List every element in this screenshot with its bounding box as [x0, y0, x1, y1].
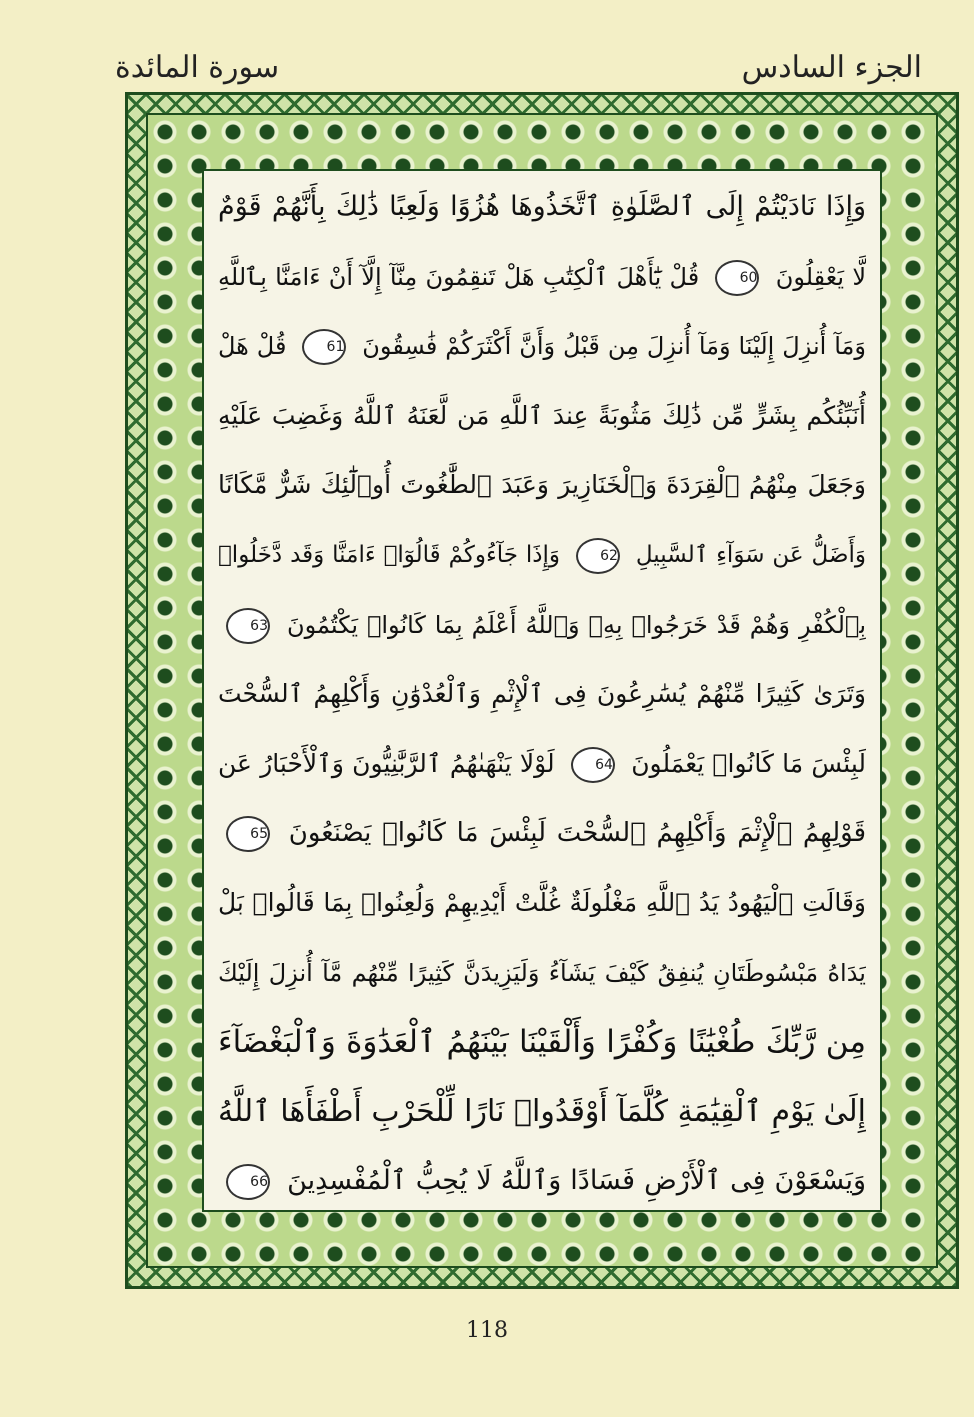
page-number: 118 — [466, 1318, 508, 1343]
verse-line — [218, 943, 866, 1003]
verse-text: بِٱلْكُفْرِ وَهُمْ قَدْ خَرَجُوا۟ بِهِۦ وَٱللَّهُ أَعْلَمُ بِمَا كَانُوا۟ يَكْتُمُونَ — [278, 610, 866, 639]
verse-line — [218, 803, 866, 863]
verse-text: أُنَبِّئُكُم بِشَرٍّ مِّن ذَٰلِكَ مَثُوبَةً عِندَ ٱللَّهِ مَن لَّعَنَهُ ٱللَّهُ وَغَضِبَ عَلَيْهِ — [218, 400, 866, 430]
surah-title: سورة المائدة — [115, 50, 280, 85]
ayah-number-marker: 60 — [715, 260, 759, 296]
verse-text: لَّا يَعْقِلُونَ — [767, 262, 866, 291]
juz-title: الجزء السادس — [741, 50, 922, 85]
verse-line — [218, 1151, 866, 1211]
verse-line — [218, 386, 866, 446]
ayah-number-marker: 61 — [302, 329, 346, 365]
verse-line — [218, 177, 866, 237]
verse-line — [218, 455, 866, 515]
verse-line — [218, 316, 866, 376]
verse-text: وَجَعَلَ مِنْهُمُ ٱلْقِرَدَةَ وَٱلْخَنَازِيرَ وَعَبَدَ ٱلطَّٰغُوتَ أُو۟لَٰٓئِكَ شَرٌّ مَّكَانًا — [218, 470, 866, 500]
verse-line — [218, 734, 866, 794]
verse-line — [218, 595, 866, 655]
verse-text: يَدَاهُ مَبْسُوطَتَانِ يُنفِقُ كَيْفَ يَشَآءُ وَلَيَزِيدَنَّ كَثِيرًا مِّنْهُم مَّآ أُنزِلَ إِلَيْكَ — [218, 958, 866, 987]
verse-text: وَقَالَتِ ٱلْيَهُودُ يَدُ ٱللَّهِ مَغْلُولَةٌ غُلَّتْ أَيْدِيهِمْ وَلُعِنُوا۟ بِمَا قَالُوا۟ بَلْ — [218, 888, 866, 917]
verse-text: وَمَآ أُنزِلَ إِلَيْنَا وَمَآ أُنزِلَ مِن قَبْلُ وَأَنَّ أَكْثَرَكُمْ فَٰسِقُونَ — [354, 332, 866, 361]
ayah-number-marker: 63 — [226, 608, 270, 644]
verse-line — [218, 247, 866, 307]
ayah-number-marker: 62 — [576, 538, 620, 574]
verse-text: وَإِذَا نَادَيْتُمْ إِلَى ٱلصَّلَوٰةِ ٱتَّخَذُوهَا هُزُوًا وَلَعِبًا ذَٰلِكَ بِأَنَّهُمْ قَوْمٌ — [218, 191, 866, 222]
verse-line — [218, 1012, 866, 1072]
verse-line — [218, 1082, 866, 1142]
verse-text: لَوْلَا يَنْهَىٰهُمُ ٱلرَّبَّٰنِيُّونَ وَٱلْأَحْبَارُ عَن — [218, 748, 563, 778]
verse-text: إِلَىٰ يَوْمِ ٱلْقِيَٰمَةِ كُلَّمَآ أَوْقَدُوا۟ نَارًا لِّلْحَرْبِ أَطْفَأَهَا ٱللَّهُ — [218, 1093, 866, 1129]
verse-line — [218, 664, 866, 724]
verse-text: وَأَضَلُّ عَن سَوَآءِ ٱلسَّبِيلِ — [627, 542, 866, 568]
verse-text: وَتَرَىٰ كَثِيرًا مِّنْهُمْ يُسَٰرِعُونَ فِى ٱلْإِثْمِ وَٱلْعُدْوَٰنِ وَأَكْلِهِمُ ٱلسُّحْتَ — [218, 679, 866, 709]
verse-text: قَوْلِهِمُ ٱلْإِثْمَ وَأَكْلِهِمُ ٱلسُّحْتَ لَبِئْسَ مَا كَانُوا۟ يَصْنَعُونَ — [278, 818, 866, 849]
verse-line — [218, 873, 866, 933]
verse-text: قُلْ يَٰٓأَهْلَ ٱلْكِتَٰبِ هَلْ تَنقِمُونَ مِنَّآ إِلَّآ أَنْ ءَامَنَّا بِٱللَّهِ — [218, 262, 708, 291]
verse-text: لَبِئْسَ مَا كَانُوا۟ يَعْمَلُونَ — [622, 748, 866, 778]
verse-text: مِن رَّبِّكَ طُغْيَٰنًا وَكُفْرًا وَأَلْقَيْنَا بَيْنَهُمُ ٱلْعَدَٰوَةَ وَٱلْبَغْضَآءَ — [218, 1024, 866, 1061]
verse-text: قُلْ هَلْ — [218, 332, 295, 361]
ayah-number-marker: 64 — [571, 747, 615, 783]
page-border-frame — [125, 92, 959, 1289]
verse-text: وَيَسْعَوْنَ فِى ٱلْأَرْضِ فَسَادًا وَٱللَّهُ لَا يُحِبُّ ٱلْمُفْسِدِينَ — [278, 1165, 866, 1197]
verse-text: وَإِذَا جَآءُوكُمْ قَالُوٓا۟ ءَامَنَّا وَقَد دَّخَلُوا۟ — [218, 542, 568, 568]
ayah-number-marker: 66 — [226, 1164, 270, 1200]
verse-line — [218, 525, 866, 585]
text-panel — [202, 169, 882, 1212]
ayah-number-marker: 65 — [226, 816, 270, 852]
